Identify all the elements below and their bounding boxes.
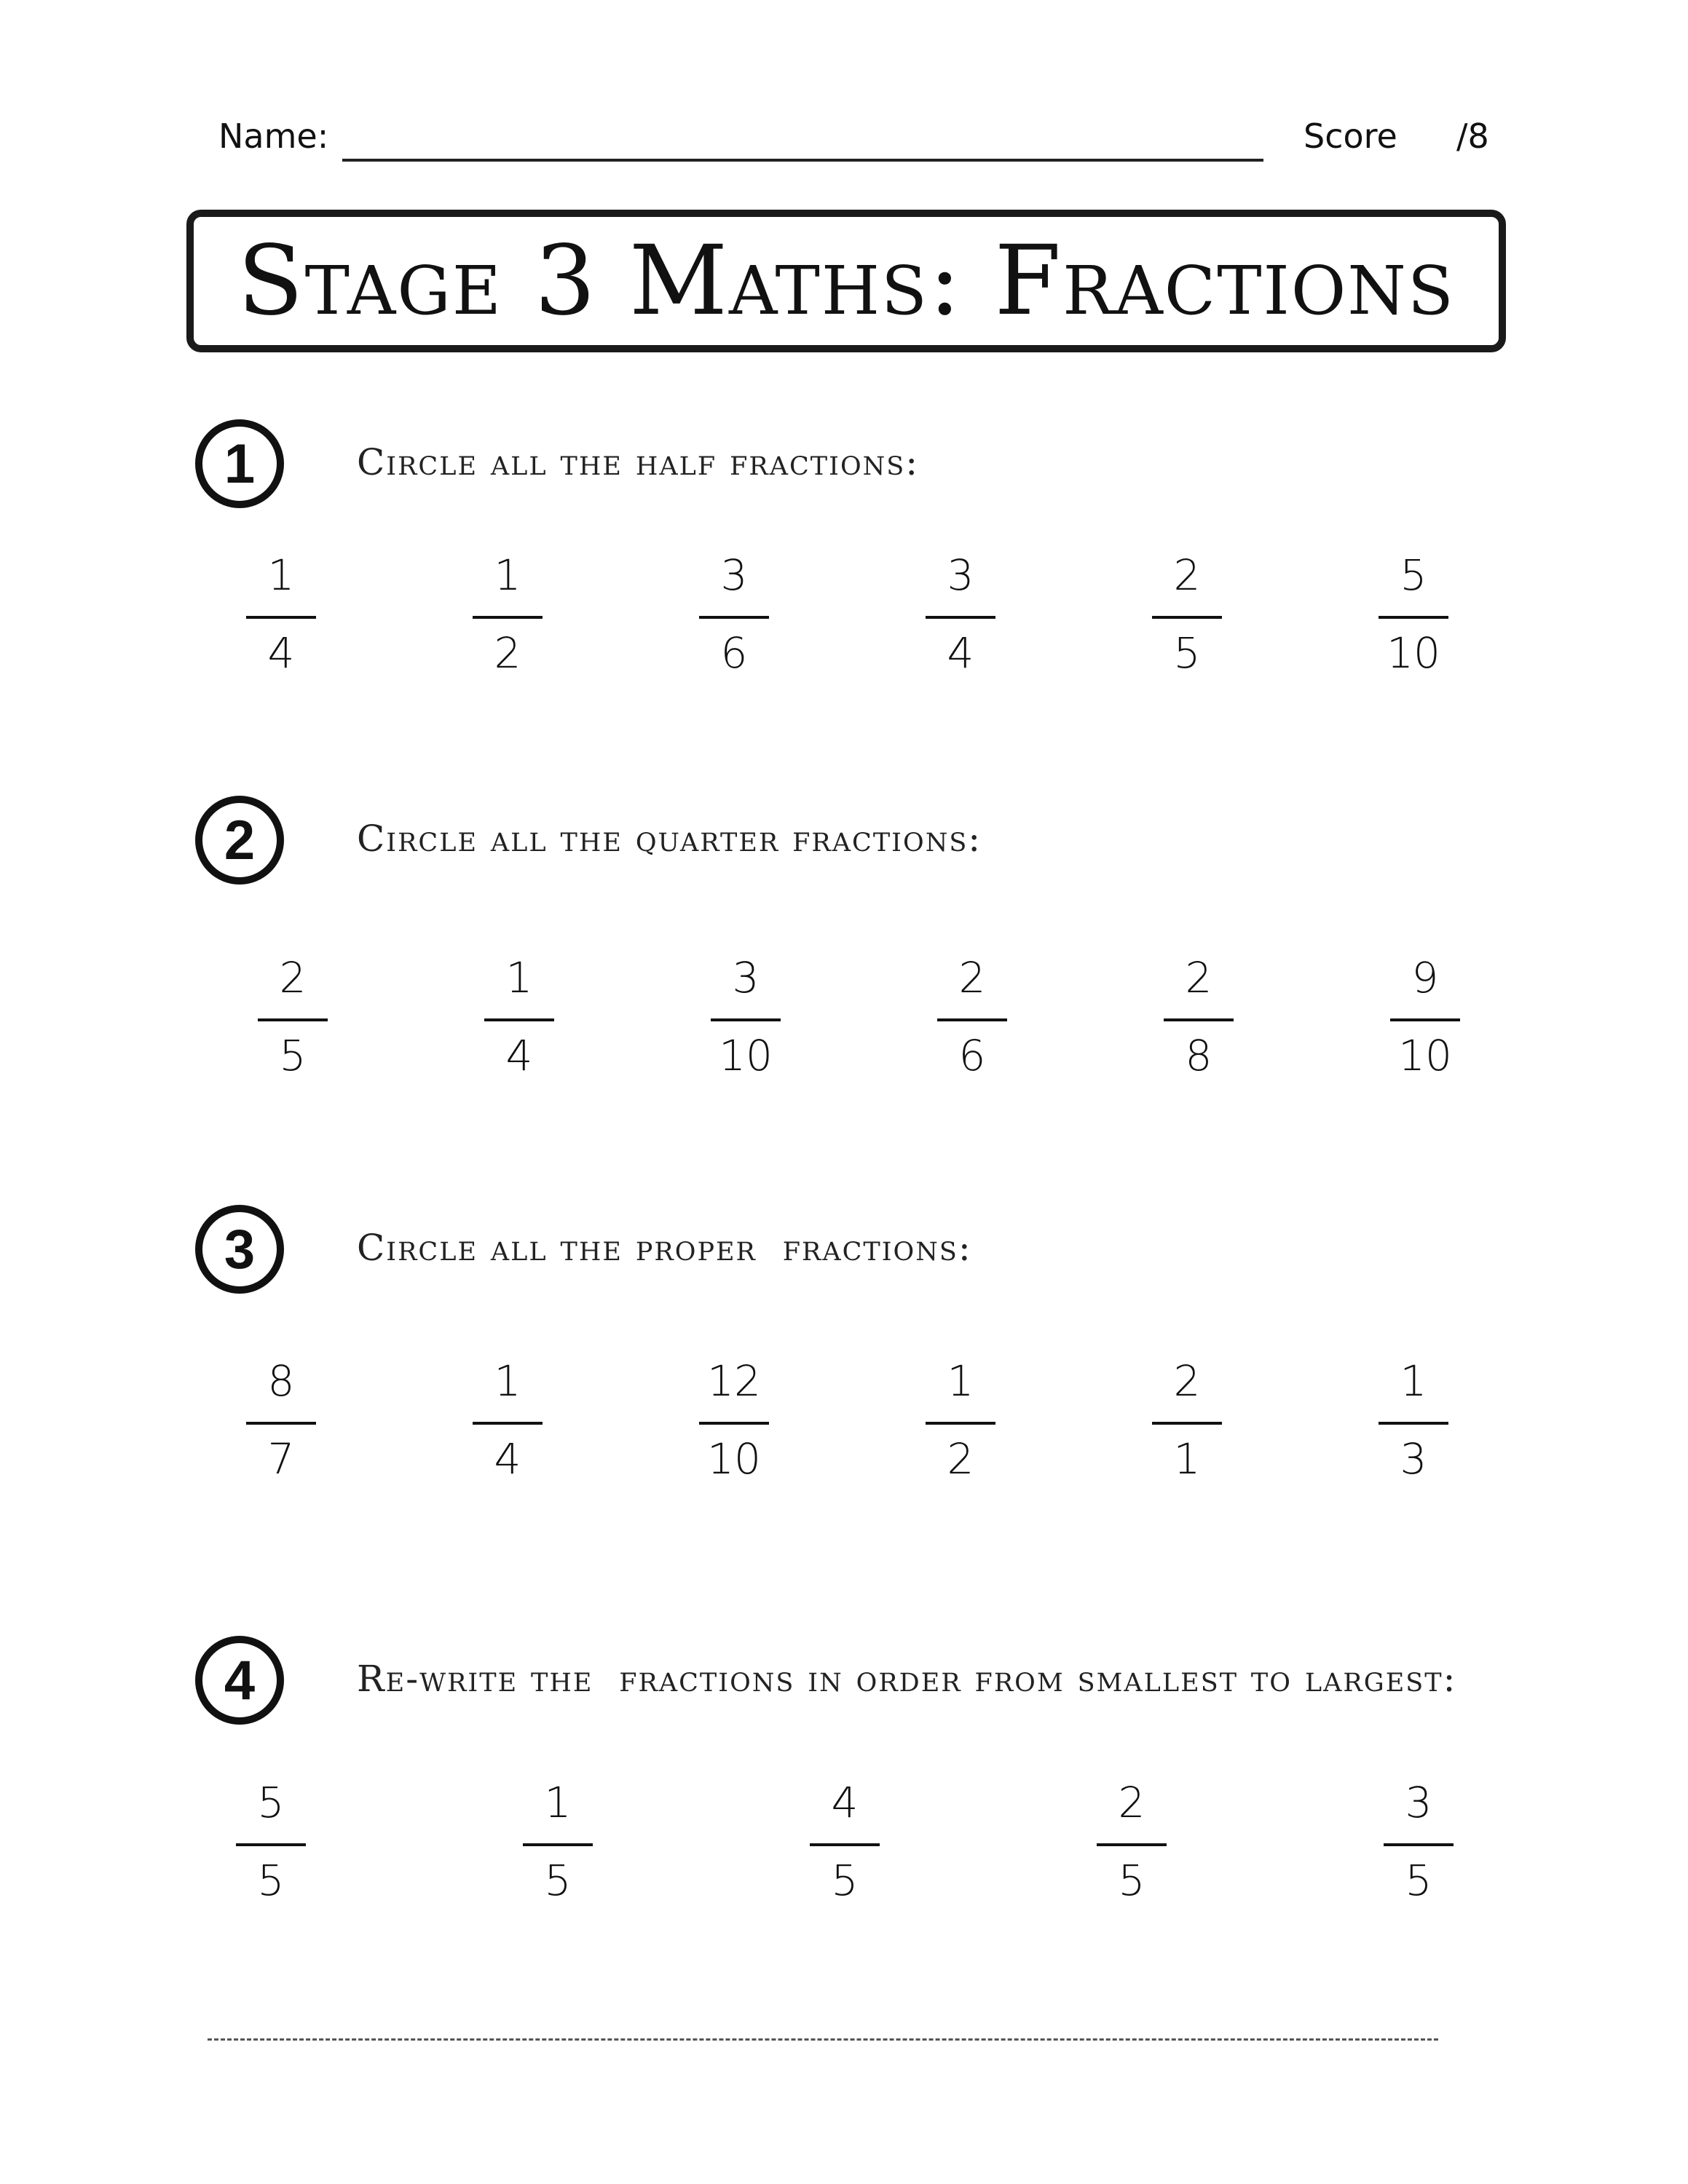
question-4-instruction: Re-write the fractions in order from smallest to largest: — [357, 1658, 1457, 1700]
q4-fraction-5[interactable] — [1346, 1777, 1491, 1937]
answer-dashed-line[interactable] — [208, 2038, 1438, 2041]
q1-fraction-1[interactable] — [208, 550, 354, 710]
fraction-bar — [711, 1018, 781, 1021]
numerator: 9 — [1411, 953, 1439, 1002]
numerator: 1 — [267, 550, 295, 600]
fraction-bar — [246, 1422, 316, 1425]
q2-fraction-2[interactable] — [446, 952, 592, 1112]
numerator: 3 — [732, 953, 760, 1002]
numerator: 3 — [720, 550, 748, 600]
fraction-bar — [1097, 1843, 1167, 1846]
q1-fraction-5[interactable] — [1114, 550, 1260, 710]
question-4-number: 4 — [195, 1636, 284, 1725]
numerator: 1 — [544, 1778, 572, 1827]
q3-fraction-3[interactable] — [661, 1356, 807, 1516]
numerator: 2 — [1173, 1356, 1201, 1406]
fraction-bar — [258, 1018, 328, 1021]
question-1-instruction: Circle all the half fractions: — [357, 441, 920, 483]
fraction-bar — [1152, 1422, 1222, 1425]
denominator: 4 — [494, 1434, 521, 1484]
numerator: 12 — [707, 1356, 761, 1406]
q3-fraction-1[interactable] — [208, 1356, 354, 1516]
question-2-instruction: Circle all the quarter fractions: — [357, 818, 982, 860]
denominator: 4 — [505, 1031, 533, 1080]
fraction-bar — [473, 616, 543, 619]
denominator: 3 — [1400, 1434, 1427, 1484]
denominator: 10 — [707, 1434, 761, 1484]
title-box — [186, 210, 1506, 352]
fraction-bar — [1384, 1843, 1454, 1846]
denominator: 10 — [1398, 1031, 1452, 1080]
name-write-line[interactable] — [342, 159, 1263, 162]
q3-fraction-6[interactable] — [1341, 1356, 1486, 1516]
fraction-bar — [926, 1422, 995, 1425]
question-1-number: 1 — [195, 419, 284, 508]
numerator: 2 — [1185, 953, 1212, 1002]
q4-fraction-2[interactable] — [485, 1777, 631, 1937]
denominator: 5 — [279, 1031, 307, 1080]
denominator: 5 — [1173, 628, 1201, 678]
q3-fraction-4[interactable] — [888, 1356, 1033, 1516]
denominator: 6 — [958, 1031, 986, 1080]
numerator: 2 — [1173, 550, 1201, 600]
denominator: 10 — [719, 1031, 773, 1080]
numerator: 5 — [1400, 550, 1427, 600]
numerator: 3 — [947, 550, 974, 600]
fraction-bar — [484, 1018, 554, 1021]
fraction-bar — [1152, 616, 1222, 619]
fraction-bar — [246, 616, 316, 619]
fraction-bar — [1164, 1018, 1234, 1021]
denominator: 5 — [1118, 1856, 1145, 1905]
denominator: 2 — [947, 1434, 974, 1484]
numerator: 1 — [494, 550, 521, 600]
student-header — [218, 109, 1515, 167]
fraction-bar — [810, 1843, 880, 1846]
numerator: 2 — [1118, 1778, 1145, 1827]
fraction-bar — [1379, 616, 1448, 619]
score-label: Score — [1304, 116, 1397, 156]
q3-fraction-2[interactable] — [435, 1356, 580, 1516]
denominator: 5 — [831, 1856, 859, 1905]
denominator: 5 — [544, 1856, 572, 1905]
q1-fraction-2[interactable] — [435, 550, 580, 710]
numerator: 2 — [958, 953, 986, 1002]
denominator: 8 — [1185, 1031, 1212, 1080]
q2-fraction-3[interactable] — [673, 952, 819, 1112]
fraction-bar — [699, 616, 769, 619]
q3-fraction-5[interactable] — [1114, 1356, 1260, 1516]
denominator: 5 — [1405, 1856, 1432, 1905]
denominator: 5 — [257, 1856, 285, 1905]
numerator: 8 — [267, 1356, 295, 1406]
q1-fraction-4[interactable] — [888, 550, 1033, 710]
denominator: 1 — [1173, 1434, 1201, 1484]
denominator: 2 — [494, 628, 521, 678]
numerator: 1 — [494, 1356, 521, 1406]
q1-fraction-6[interactable] — [1341, 550, 1486, 710]
numerator: 3 — [1405, 1778, 1432, 1827]
score-total: /8 — [1456, 116, 1489, 156]
q1-fraction-3[interactable] — [661, 550, 807, 710]
fraction-bar — [1390, 1018, 1460, 1021]
fraction-bar — [473, 1422, 543, 1425]
denominator: 4 — [947, 628, 974, 678]
denominator: 10 — [1387, 628, 1440, 678]
question-2-number: 2 — [195, 796, 284, 885]
question-3-instruction: Circle all the proper fractions: — [357, 1227, 972, 1269]
fraction-bar — [699, 1422, 769, 1425]
fraction-bar — [236, 1843, 306, 1846]
fraction-bar — [523, 1843, 593, 1846]
denominator: 6 — [720, 628, 748, 678]
numerator: 1 — [1400, 1356, 1427, 1406]
q2-fraction-6[interactable] — [1352, 952, 1498, 1112]
numerator: 5 — [257, 1778, 285, 1827]
numerator: 1 — [505, 953, 533, 1002]
denominator: 7 — [267, 1434, 295, 1484]
q4-fraction-3[interactable] — [772, 1777, 918, 1937]
q2-fraction-1[interactable] — [220, 952, 366, 1112]
q2-fraction-4[interactable] — [899, 952, 1045, 1112]
fraction-bar — [1379, 1422, 1448, 1425]
fraction-bar — [926, 616, 995, 619]
numerator: 2 — [279, 953, 307, 1002]
q4-fraction-1[interactable] — [198, 1777, 344, 1937]
fraction-bar — [937, 1018, 1007, 1021]
name-label: Name: — [218, 116, 329, 156]
q2-fraction-5[interactable] — [1126, 952, 1271, 1112]
denominator: 4 — [267, 628, 295, 678]
page-title: Stage 3 Maths: Fractions — [237, 225, 1455, 337]
numerator: 4 — [831, 1778, 859, 1827]
numerator: 1 — [947, 1356, 974, 1406]
q4-fraction-4[interactable] — [1059, 1777, 1204, 1937]
question-3-number: 3 — [195, 1205, 284, 1294]
